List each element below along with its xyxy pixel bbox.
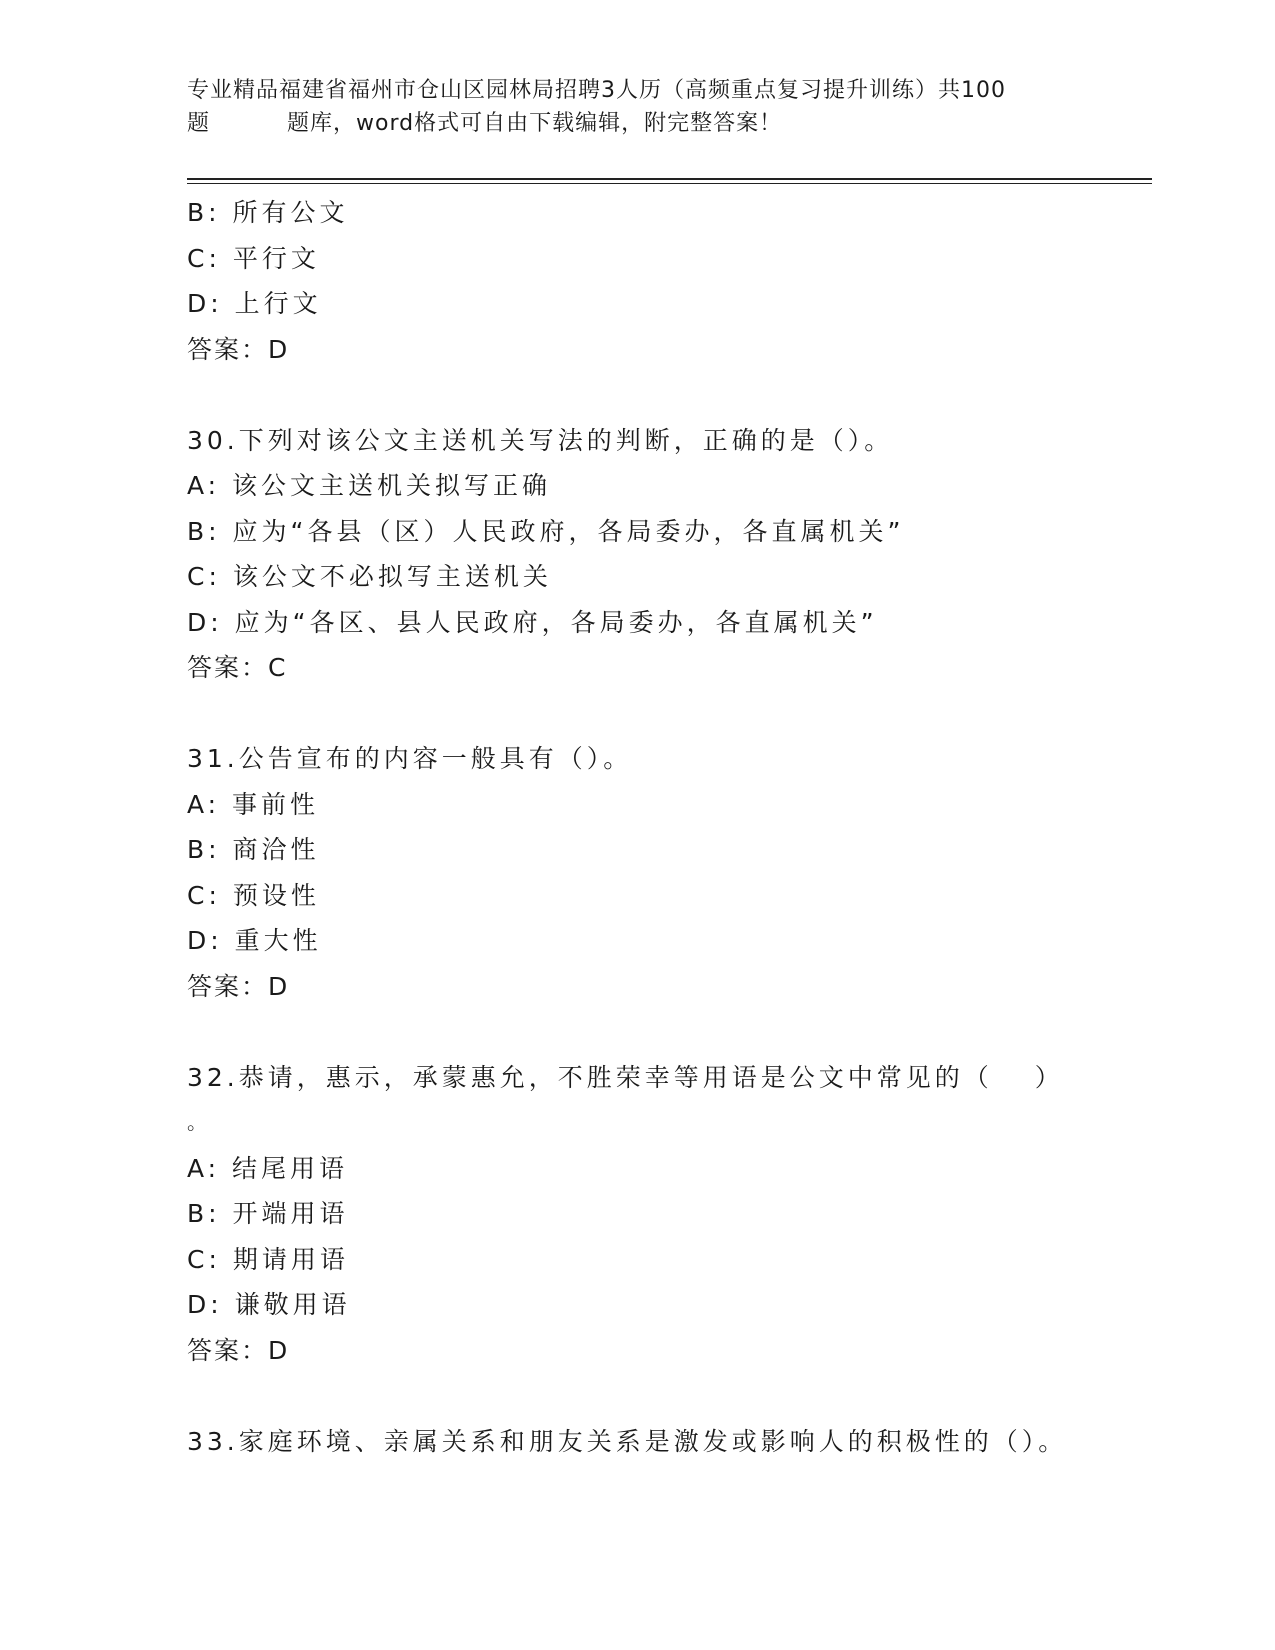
spacer — [187, 1009, 1152, 1055]
answer-line: 答案：C — [187, 653, 288, 682]
spacer — [187, 372, 1152, 418]
question-31 — [187, 736, 1152, 1009]
question-stem-continuation: 。 — [187, 1110, 211, 1134]
answer-value: D — [268, 971, 290, 1001]
header-title-line: 专业精品福建省福州市仓山区园林局招聘3人历（高频重点复习提升训练）共100 — [187, 78, 1006, 103]
option-b: B: 商洽性 — [187, 835, 320, 864]
answer-value: D — [268, 334, 290, 364]
option-c: C: 期请用语 — [187, 1244, 349, 1274]
spacer — [187, 691, 1152, 737]
header-title-wrap: 题 — [187, 111, 211, 136]
question-stem: 31.公告宣布的内容一般具有（）。 — [187, 744, 633, 773]
question-30 — [187, 418, 1152, 691]
answer-line: 答案：D — [187, 334, 290, 364]
option-c: C: 该公文不必拟写主送机关 — [187, 562, 552, 591]
answer-value: C — [268, 653, 288, 682]
option-b: B: 应为“各县（区）人民政府，各局委办，各直属机关” — [187, 516, 905, 546]
option-b: B: 开端用语 — [187, 1199, 349, 1228]
option-d: D: 谦敬用语 — [187, 1290, 351, 1319]
question-32 — [187, 1055, 1152, 1374]
answer-value: D — [268, 1335, 290, 1365]
question-29-tail — [187, 190, 1152, 372]
answer-line: 答案：D — [187, 971, 290, 1001]
page-header — [187, 74, 1087, 140]
option-d: D: 重大性 — [187, 926, 322, 955]
answer-line: 答案：D — [187, 1335, 290, 1365]
option-a: A: 事前性 — [187, 789, 320, 819]
option-c: C: 平行文 — [187, 243, 320, 273]
header-subtitle-line — [187, 107, 1087, 140]
header-divider-thin — [187, 183, 1152, 184]
option-b: B: 所有公文 — [187, 198, 349, 227]
question-stem: 32.恭请，惠示，承蒙惠允，不胜荣幸等用语是公文中常见的（ ） — [187, 1062, 1064, 1092]
option-c: C: 预设性 — [187, 880, 320, 910]
option-d: D: 应为“各区、县人民政府，各局委办，各直属机关” — [187, 607, 878, 637]
question-stem: 30.下列对该公文主送机关写法的判断，正确的是（）。 — [187, 425, 894, 455]
question-stem: 33.家庭环境、亲属关系和朋友关系是激发或影响人的积极性的（）。 — [187, 1426, 1068, 1456]
header-divider-thick — [187, 178, 1152, 180]
header-subtitle-text: 题库，word格式可自由下载编辑，附完整答案！ — [287, 111, 783, 136]
option-a: A: 该公文主送机关拟写正确 — [187, 471, 552, 500]
question-content — [187, 190, 1152, 1464]
option-d: D: 上行文 — [187, 289, 322, 318]
option-a: A: 结尾用语 — [187, 1153, 349, 1183]
question-33 — [187, 1419, 1152, 1465]
spacer — [187, 1373, 1152, 1419]
